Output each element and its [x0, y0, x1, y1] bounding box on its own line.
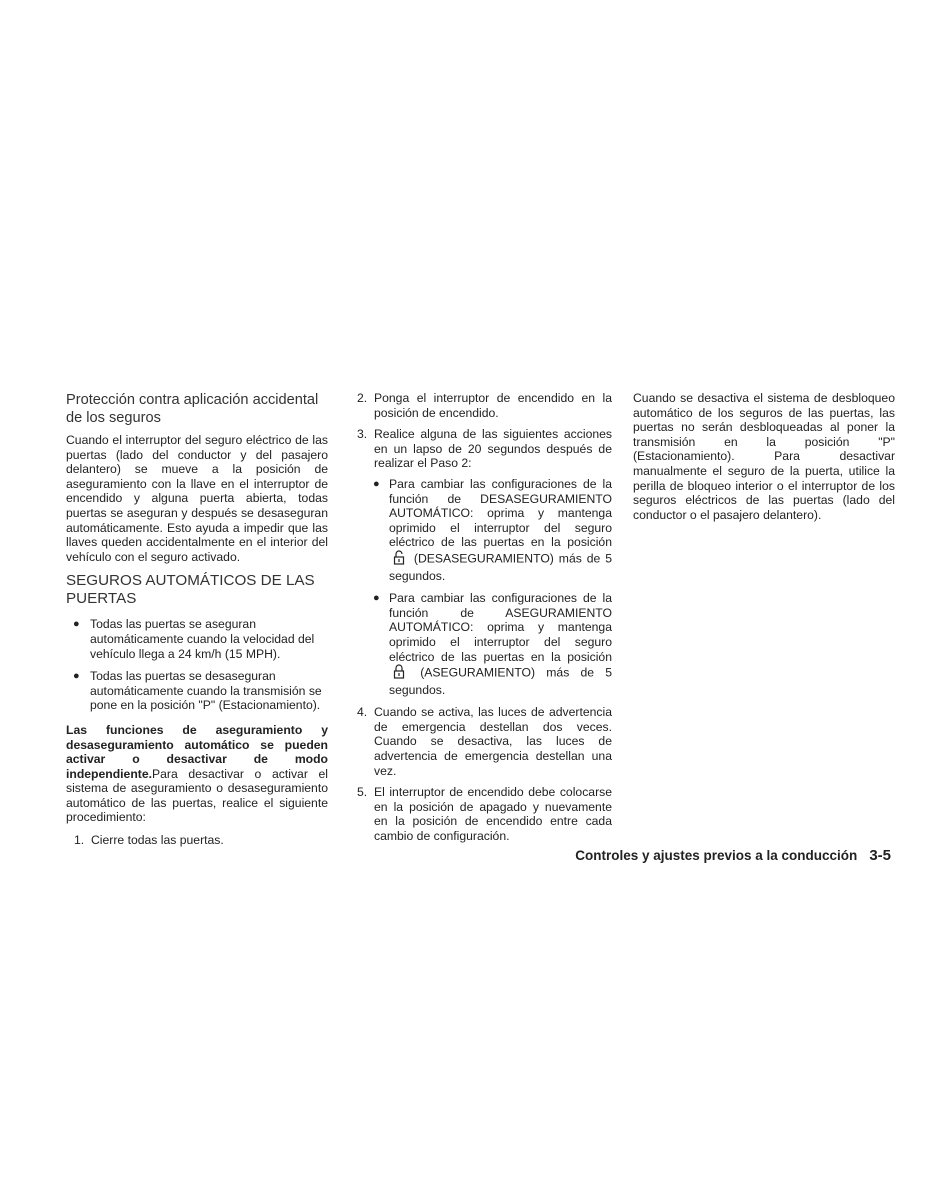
paragraph-accidental-lock: Cuando el interruptor del seguro eléctrico de las puertas (lado del conductor y del pasajero delantero) se mueve a la posición de aseguramiento con la llave en el interruptor de encendido y alguna puerta abierta, todas puertas se aseguran y después se desaseguran automáticamente. Esto ayuda a impedir que las llaves queden accidentalmente en el interior del vehículo con el seguro activado.	[66, 433, 328, 564]
page-footer	[575, 849, 891, 864]
section-title-auto-locks: SEGUROS AUTOMÁTICOS DE LAS PUERTAS	[66, 572, 315, 608]
bullet-text: Todas las puertas se aseguran automáticamente cuando la velocidad del vehículo llega a 24 km/h (15 MPH).	[90, 617, 315, 661]
subheading-accidental-lock: Protección contra aplicación accidental de los seguros	[66, 392, 319, 426]
step-number: 1.	[74, 833, 85, 848]
column-left	[66, 391, 328, 855]
bullet-item	[66, 617, 328, 661]
step-4	[357, 705, 612, 778]
sub-bullet-text-post: (ASEGURAMIENTO) más de 5 segundos.	[389, 665, 612, 697]
bullet-dot-icon: ●	[373, 477, 380, 490]
footer-section-title: Controles y ajustes previos a la conducción	[575, 848, 858, 863]
bullet-dot-icon: ●	[73, 670, 80, 683]
step-5	[357, 785, 612, 843]
step-number: 3.	[357, 427, 368, 442]
unlock-icon	[393, 550, 405, 569]
procedure-intro	[66, 723, 328, 825]
sub-bullet-text-post: (DESASEGURAMIENTO) más de 5 segundos.	[389, 551, 612, 583]
sub-bullet-text-pre: Para cambiar las configuraciones de la función de DESASEGURAMIENTO AUTOMÁTICO: oprima y mantenga oprimido el interruptor del seguro eléctrico de las puertas en la posición	[389, 476, 612, 550]
step-text: Ponga el interruptor de encendido en la posición de encendido.	[374, 391, 612, 420]
step-2	[357, 391, 612, 420]
column-middle	[357, 391, 612, 851]
page-number: 3-5	[869, 847, 891, 864]
lock-icon	[393, 664, 405, 683]
sub-bullet-lock	[357, 591, 612, 697]
sub-bullet-text	[389, 477, 612, 583]
bullet-item	[66, 669, 328, 713]
step-text: Realice alguna de las siguientes acciones en un lapso de 20 segundos después de realizar el Paso 2:	[374, 427, 612, 471]
step-3	[357, 427, 612, 471]
step-number: 5.	[357, 785, 368, 800]
procedure-intro-bold: Las funciones de aseguramiento y desaseguramiento automático se pueden activar o desactivar de modo independiente.	[66, 722, 328, 781]
step-text: Cierre todas las puertas.	[91, 833, 224, 848]
bullet-dot-icon: ●	[73, 618, 80, 631]
column-right	[633, 391, 895, 522]
paragraph-auto-unlock-disable: Cuando se desactiva el sistema de desbloqueo automático de los seguros de las puertas, las puertas no serán desbloqueadas al poner la transmisión en la posición "P" (Estacionamiento). Para desactivar manualmente el seguro de la puerta, utilice la perilla de bloqueo interior o el interruptor de los seguros eléctricos de las puertas (lado del conductor o el pasajero delantero).	[633, 391, 895, 522]
step-text: El interruptor de encendido debe colocarse en la posición de apagado y nuevamente en la posición de encendido entre cada cambio de configuración.	[374, 785, 612, 844]
bullet-text: Todas las puertas se desaseguran automáticamente cuando la transmisión se pone en la posición "P" (Estacionamiento).	[90, 669, 322, 713]
step-1	[66, 833, 328, 848]
step-number: 2.	[357, 391, 368, 405]
sub-bullet-text	[389, 591, 612, 697]
step-number: 4.	[357, 705, 368, 720]
sub-bullet-unlock	[357, 477, 612, 583]
bullet-dot-icon: ●	[373, 592, 380, 605]
procedure-intro-rest: Para desactivar o activar el sistema de aseguramiento o desaseguramiento automático de las puertas, realice el siguiente procedimiento:	[66, 766, 328, 825]
step-text: Cuando se activa, las luces de advertencia de emergencia destellan dos veces. Cuando se desactiva, las luces de advertencia de emergencia destellan una vez.	[374, 705, 612, 778]
sub-bullet-text-pre: Para cambiar las configuraciones de la función de ASEGURAMIENTO AUTOMÁTICO: oprima y mantenga oprimido el interruptor del seguro eléctrico de las puertas en la posición	[389, 591, 612, 664]
